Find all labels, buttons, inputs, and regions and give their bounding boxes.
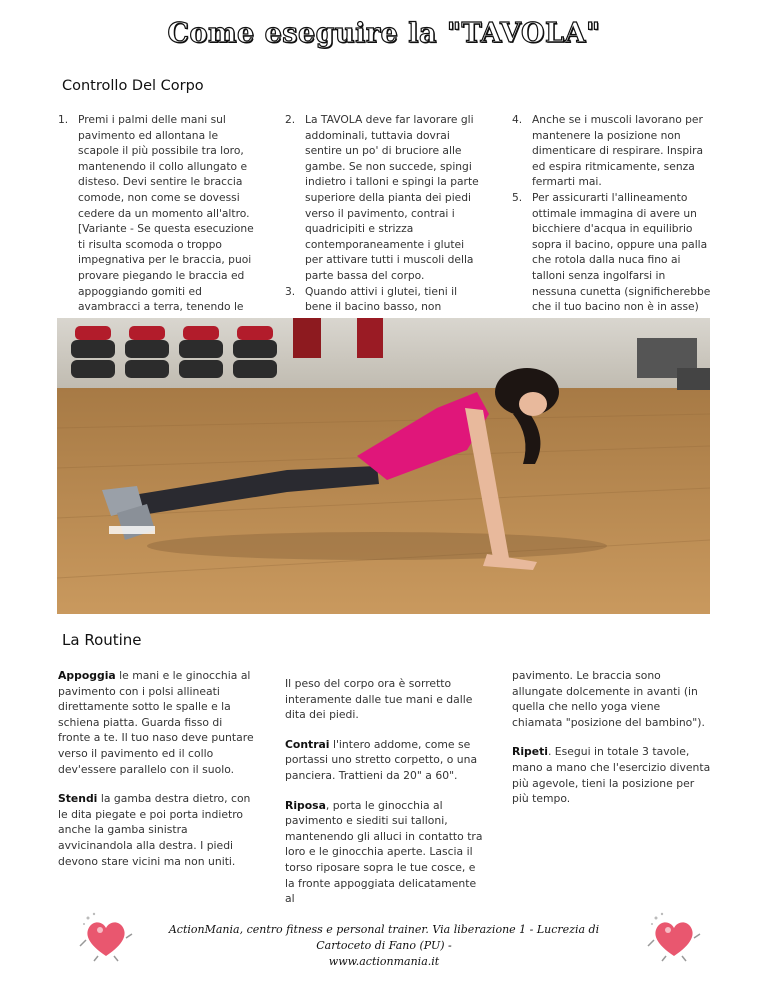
routine-paragraph [512, 744, 712, 806]
routine-column-3 [512, 668, 712, 821]
list-text: La TAVOLA deve far lavorare gli addominali, tuttavia dovrai sentire un po' di bruciore alle gambe. Se non succede, spingi indietro i talloni e spingi la parte superiore della pianta dei piedi verso il pavimento, contrai i quadricipiti e strizza contemporaneamente i glutei per attivare tutti i muscoli della parte bassa del corpo. [305, 113, 479, 282]
routine-text: pavimento. Le braccia sono allungate dolcemente in avanti (in quella che nello yoga viene chiamata "posizione del bambino"). [512, 669, 705, 729]
list-number: 2. [285, 113, 296, 126]
list-number: 4. [512, 113, 523, 126]
routine-paragraph [512, 668, 712, 730]
routine-paragraph [58, 668, 258, 777]
routine-paragraph [285, 737, 485, 784]
page-title: Come eseguire la "TAVOLA" [167, 18, 601, 49]
routine-paragraph [58, 791, 258, 869]
actionmania-logo-icon [646, 910, 702, 962]
routine-text: . Esegui in totale 3 tavole, mano a mano che l'esercizio diventa più agevole, tieni la posizione per più tempo. [512, 745, 711, 806]
routine-keyword: Stendi [58, 792, 98, 806]
routine-keyword: Ripeti [512, 745, 548, 759]
steps-column-1 [58, 112, 256, 346]
routine-paragraph [285, 798, 485, 907]
routine-paragraph [285, 676, 485, 723]
section-heading-controllo: Controllo Del Corpo [62, 78, 204, 94]
routine-text: Il peso del corpo ora è sorretto interamente dalle tue mani e dalle dita dei piedi. [285, 677, 473, 722]
section-heading-routine: La Routine [62, 631, 142, 649]
list-number: 5. [512, 190, 523, 204]
plank-exercise-photo [57, 318, 710, 614]
footer-website-link[interactable]: www.actionmania.it [328, 955, 440, 968]
routine-text: , porta le ginocchia al pavimento e siediti sui talloni, mantenendo gli alluci in contatto tra loro e le ginocchia aperte. Lascia il torso riposare sopra le tue cosce, e la fronte appoggiata delicatamente al [285, 798, 483, 906]
actionmania-logo-icon [78, 910, 134, 962]
list-text: Per assicurarti l'allineamento ottimale immagina di avere un bicchiere d'acqua in equilibrio sopra il bacino, oppure una palla che rotola dalla nuca fino ai talloni senza ingolfarsi in nessuna cunetta (significherebbe che il tuo bacino non è in asse) [532, 190, 711, 314]
list-text: Quando attivi i glutei, tieni il bene il bacino basso, non [305, 284, 458, 314]
list-item [512, 190, 712, 330]
routine-keyword: Riposa [285, 798, 326, 812]
footer-address: ActionMania, centro fitness e personal trainer. Via liberazione 1 - Lucrezia di Cartoceto di Fano (PU) - [168, 923, 600, 952]
list-item [285, 112, 481, 284]
steps-column-3 [512, 112, 712, 330]
list-number: 3. [285, 284, 296, 298]
routine-keyword: Appoggia [58, 669, 116, 682]
routine-text: l'intero addome, come se portassi uno stretto corpetto, o una panciera. Trattieni da 20" a 60". [285, 737, 478, 782]
routine-text: le mani e le ginocchia al pavimento con i polsi allineati direttamente sotto le spalle e la schiena piatta. Guarda fisso di fronte a te. Il tuo naso deve puntare verso il pavimento ed il collo dev'essere parallelo con il suolo. [58, 669, 254, 776]
routine-column-1 [58, 668, 258, 883]
routine-column-2 [285, 676, 485, 921]
list-text: Premi i palmi delle mani sul pavimento ed allontana le scapole il più possibile tra loro, mantenendo il collo allungato e disteso. Devi sentire le braccia comode, non come se dovessi cedere da un momento all'altro. [Variante - Se questa esecuzione ti risulta scomoda o troppo impegnativa per le braccia, puoi provare piegando le braccia ed appoggiando gomiti ed avambracci a terra, tenendo le [78, 113, 254, 314]
routine-keyword: Contrai [285, 737, 330, 751]
footer [155, 922, 613, 970]
list-item [512, 112, 712, 190]
list-text: Anche se i muscoli lavorano per mantenere la posizione non dimenticare di respirare. Inspira ed espira ritmicamente, senza fermarti mai. [532, 113, 704, 189]
list-number: 1. [58, 113, 69, 126]
list-item [58, 112, 256, 346]
routine-text: la gamba destra dietro, con le dita piegate e poi porta indietro anche la gamba sinistra avvicinandola alla destra. I piedi devono stare vicini ma non uniti. [58, 792, 251, 868]
